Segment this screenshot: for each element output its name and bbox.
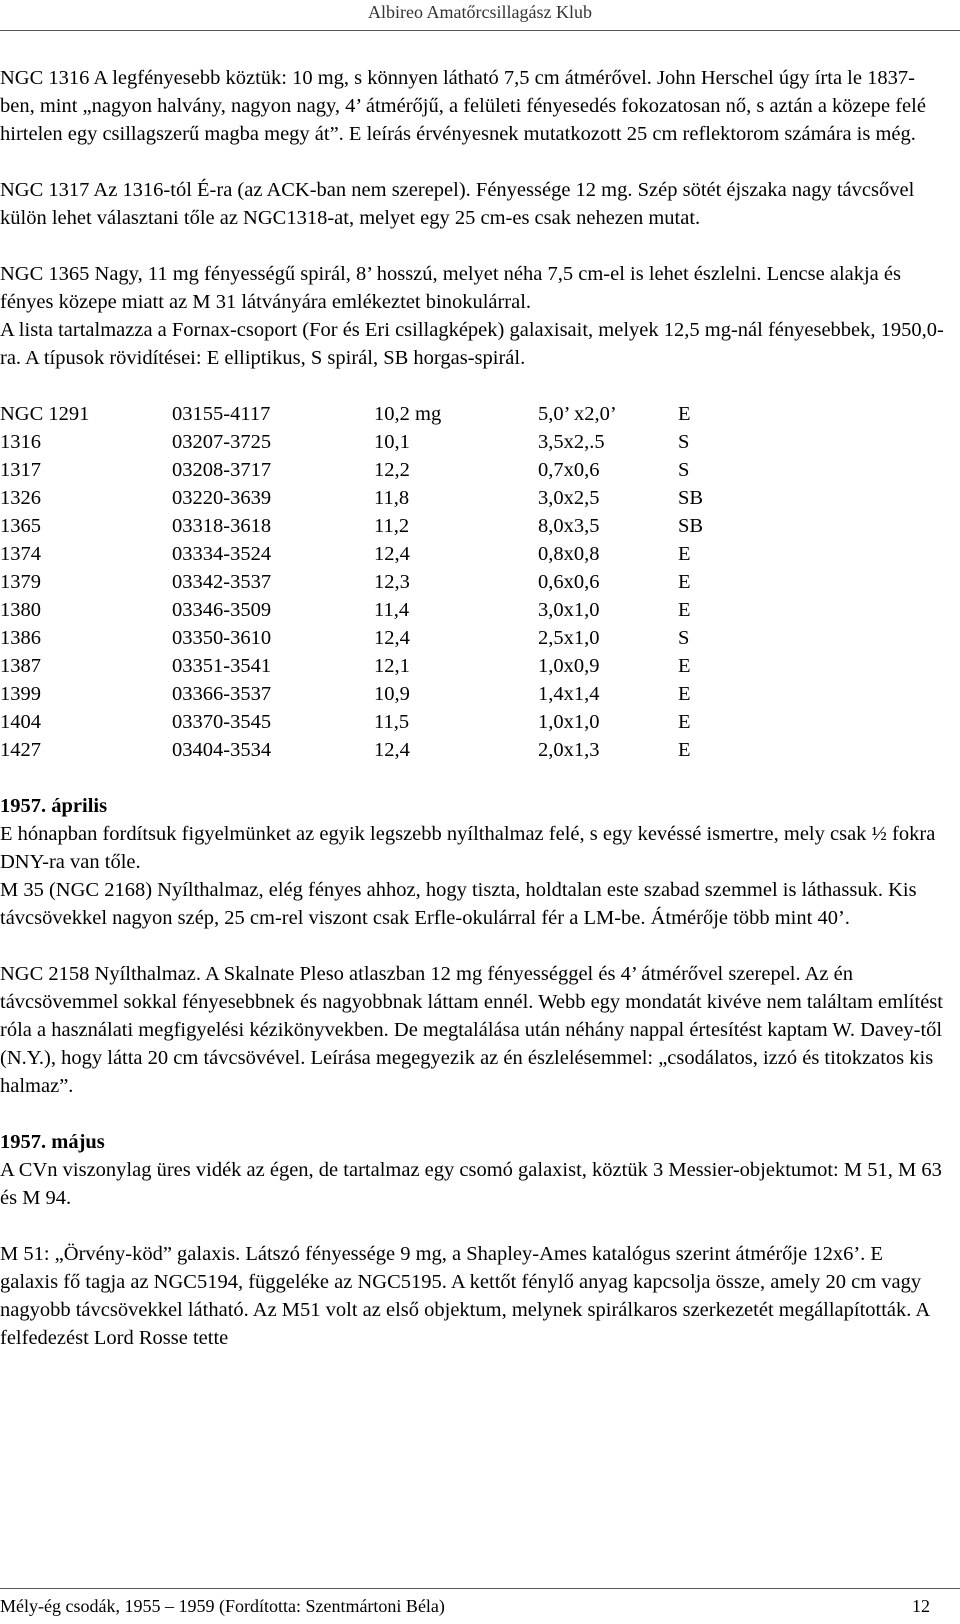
section-heading-april: 1957. április [0, 795, 108, 817]
paragraph-ngc2158: NGC 2158 Nyílthalmaz. A Skalnate Pleso atlaszban 12 mg fényességgel és 4’ átmérővel szerepel. Az én távcsövemmel sokkal fényesebbnek és nagyobbnak láttam ennél. Webb egy mondatát kivéve nem találtam említést róla a használati megfigyelési kézikönyvekben. De megtalálása után néhány nappal értesítést kaptam W. Davey-től (N.Y.), hogy látta 20 cm távcsövével. Leírása megegyezik az én észlelésemmel: „csodálatos, izzó és titokzatos kis halmaz”. [0, 963, 943, 1097]
coordinates-cell: 03342-3537 [172, 571, 272, 593]
magnitude-cell: 12,4 [374, 543, 410, 565]
coordinates-cell: 03155-4117 [172, 403, 271, 425]
ngc-number-cell: 1380 [0, 599, 41, 621]
magnitude-cell: 12,4 [374, 739, 410, 761]
type-cell: E [678, 403, 691, 425]
magnitude-cell: 12,3 [374, 571, 410, 593]
size-cell: 1,4x1,4 [538, 683, 600, 705]
magnitude-cell: 11,8 [374, 487, 410, 509]
ngc-number-cell: 1427 [0, 739, 41, 761]
table-row [0, 708, 738, 736]
footer-divider [0, 1588, 960, 1589]
size-cell: 3,0x1,0 [538, 599, 600, 621]
size-cell: 0,7x0,6 [538, 459, 600, 481]
paragraph-ngc1317: NGC 1317 Az 1316-tól É-ra (az ACK-ban nem szerepel). Fényessége 12 mg. Szép sötét éjszaka nagy távcsővel külön lehet választani tőle az NGC1318-at, melyet egy 25 cm-es csak nehezen mutat. [0, 179, 915, 229]
coordinates-cell: 03404-3534 [172, 739, 272, 761]
page-number: 12 [912, 1596, 930, 1616]
size-cell: 0,6x0,6 [538, 571, 600, 593]
spacer [0, 764, 945, 792]
ngc-number-cell: 1379 [0, 571, 41, 593]
size-cell: 1,0x0,9 [538, 655, 600, 677]
type-cell: S [678, 431, 690, 453]
type-cell: SB [678, 515, 704, 537]
header-divider [0, 30, 960, 31]
ngc-number-cell: 1386 [0, 627, 41, 649]
size-cell: 0,8x0,8 [538, 543, 600, 565]
header-title: Albireo Amatőrcsillagász Klub [368, 2, 592, 22]
table-row [0, 540, 738, 568]
magnitude-cell: 12,2 [374, 459, 410, 481]
paragraph-april-intro: E hónapban fordítsuk figyelmünket az egyik legszebb nyílthalmaz felé, s egy kevéssé ismertre, mely csak ½ fokra DNY-ra van tőle. [0, 823, 936, 873]
table-row [0, 568, 738, 596]
coordinates-cell: 03350-3610 [172, 627, 272, 649]
spacer [0, 932, 945, 960]
size-cell: 2,0x1,3 [538, 739, 600, 761]
type-cell: S [678, 459, 690, 481]
footer-title: Mély-ég csodák, 1955 – 1959 (Fordította: Szentmártoni Béla) [0, 1596, 445, 1616]
coordinates-cell: 03370-3545 [172, 711, 272, 733]
size-cell: 1,0x1,0 [538, 711, 600, 733]
paragraph-list-description: A lista tartalmazza a Fornax-csoport (For és Eri csillagképek) galaxisait, melyek 12,5 mg-nál fényesebbek, 1950,0-ra. A típusok rövidítései: E elliptikus, S spirál, SB horgas-spirál. [0, 319, 944, 369]
magnitude-cell: 10,2 mg [374, 403, 442, 425]
size-cell: 8,0x3,5 [538, 515, 600, 537]
ngc-number-cell: 1317 [0, 459, 41, 481]
type-cell: E [678, 655, 691, 677]
spacer [0, 372, 945, 400]
type-cell: E [678, 543, 691, 565]
type-cell: E [678, 739, 691, 761]
size-cell: 2,5x1,0 [538, 627, 600, 649]
ngc-number-cell: 1326 [0, 487, 41, 509]
coordinates-cell: 03220-3639 [172, 487, 272, 509]
galaxy-table-body [0, 400, 738, 764]
section-heading-may: 1957. május [0, 1131, 105, 1153]
coordinates-cell: 03351-3541 [172, 655, 272, 677]
table-row [0, 652, 738, 680]
type-cell: E [678, 599, 691, 621]
ngc-number-cell: 1365 [0, 515, 41, 537]
ngc-number-cell: 1399 [0, 683, 41, 705]
ngc-number-cell: 1316 [0, 431, 41, 453]
table-row [0, 624, 738, 652]
magnitude-cell: 11,5 [374, 711, 410, 733]
coordinates-cell: 03207-3725 [172, 431, 272, 453]
magnitude-cell: 12,4 [374, 627, 410, 649]
magnitude-cell: 10,9 [374, 683, 410, 705]
paragraph-ngc1365: NGC 1365 Nagy, 11 mg fényességű spirál, 8’ hosszú, melyet néha 7,5 cm-el is lehet észlelni. Lencse alakja és fényes közepe miatt az M 31 látványára emlékeztet binokulárral. [0, 263, 901, 313]
size-cell: 5,0’ x2,0’ [538, 403, 617, 425]
galaxy-table [0, 400, 738, 764]
table-row [0, 456, 738, 484]
magnitude-cell: 12,1 [374, 655, 410, 677]
ngc-number-cell: NGC 1291 [0, 403, 90, 425]
type-cell: E [678, 571, 691, 593]
paragraph-m35: M 35 (NGC 2168) Nyílthalmaz, elég fényes ahhoz, hogy tiszta, holdtalan este szabad szemmel is láthassuk. Kis távcsövekkel nagyon szép, 25 cm-rel viszont csak Erfle-okulárral fér a LM-be. Átmérője több mint 40’. [0, 879, 917, 929]
paragraph-may-intro: A CVn viszonylag üres vidék az égen, de tartalmaz egy csomó galaxist, köztük 3 Messier-objektumot: M 51, M 63 és M 94. [0, 1159, 942, 1209]
paragraph-m51: M 51: „Örvény-köd” galaxis. Látszó fényessége 9 mg, a Shapley-Ames katalógus szerint átmérője 12x6’. E galaxis fő tagja az NGC5194, függeléke az NGC5195. A kettőt fénylő anyag kapcsolja össze, amely 20 cm vagy nagyobb távcsövekkel látható. Az M51 volt az első objektum, melynek spirálkaros szerkezetét megállapították. A felfedezést Lord Rosse tette [0, 1243, 930, 1349]
spacer [0, 148, 945, 176]
spacer [0, 1212, 945, 1240]
ngc-number-cell: 1387 [0, 655, 41, 677]
spacer [0, 232, 945, 260]
size-cell: 3,5x2,.5 [538, 431, 605, 453]
spacer [0, 1100, 945, 1128]
table-row [0, 736, 738, 764]
table-row [0, 680, 738, 708]
table-row [0, 428, 738, 456]
page-header [0, 0, 960, 28]
magnitude-cell: 10,1 [374, 431, 410, 453]
ngc-number-cell: 1374 [0, 543, 41, 565]
size-cell: 3,0x2,5 [538, 487, 600, 509]
document-body [0, 64, 945, 1352]
coordinates-cell: 03366-3537 [172, 683, 272, 705]
paragraph-ngc1316: NGC 1316 A legfényesebb köztük: 10 mg, s könnyen látható 7,5 cm átmérővel. John Herschel úgy írta le 1837-ben, mint „nagyon halvány, nagyon nagy, 4’ átmérőjű, a felületi fényesedés fokozatosan nő, s aztán a közepe felé hirtelen egy csillagszerű magba megy át”. E leírás érvényesnek mutatkozott 25 cm reflektorom számára is még. [0, 67, 926, 145]
table-row [0, 484, 738, 512]
type-cell: S [678, 627, 690, 649]
coordinates-cell: 03208-3717 [172, 459, 272, 481]
magnitude-cell: 11,4 [374, 599, 410, 621]
table-row [0, 400, 738, 428]
type-cell: SB [678, 487, 704, 509]
coordinates-cell: 03346-3509 [172, 599, 272, 621]
type-cell: E [678, 711, 691, 733]
coordinates-cell: 03334-3524 [172, 543, 272, 565]
ngc-number-cell: 1404 [0, 711, 41, 733]
type-cell: E [678, 683, 691, 705]
table-row [0, 596, 738, 624]
table-row [0, 512, 738, 540]
coordinates-cell: 03318-3618 [172, 515, 272, 537]
magnitude-cell: 11,2 [374, 515, 410, 537]
